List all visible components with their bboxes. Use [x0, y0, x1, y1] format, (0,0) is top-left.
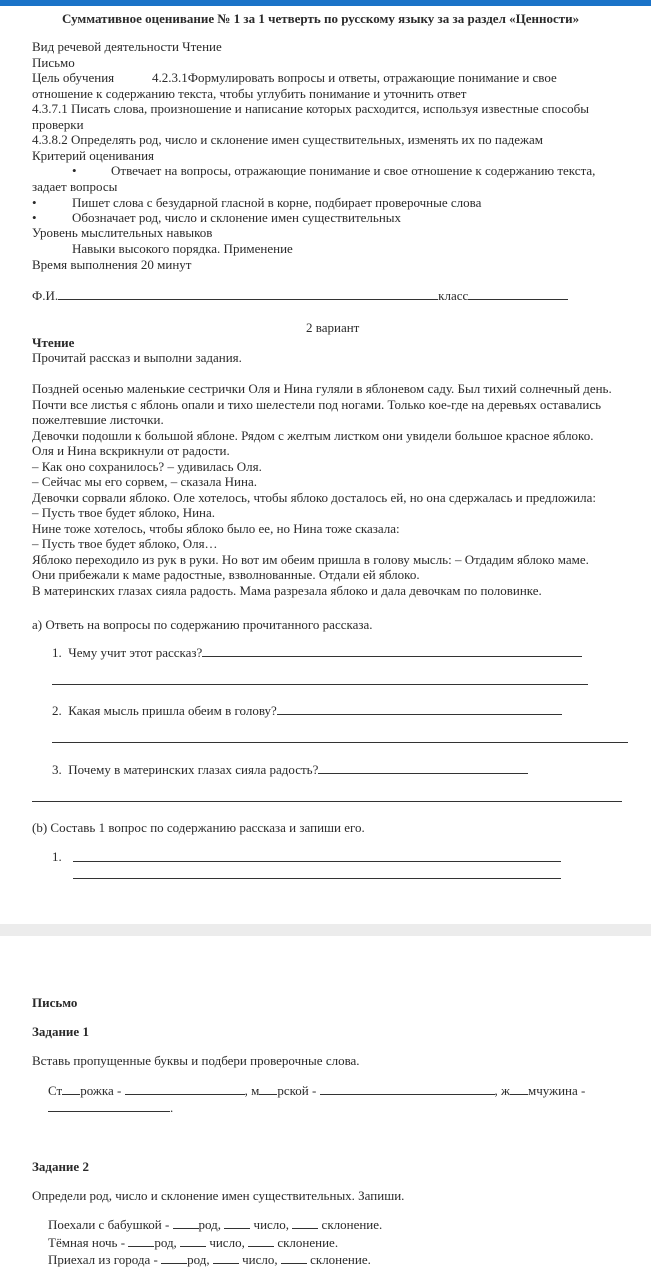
story-line: – Сейчас мы его сорвем, – сказала Нина.	[32, 474, 257, 489]
answer-blank[interactable]	[180, 1235, 206, 1247]
check-word-blank[interactable]	[125, 1083, 245, 1095]
task1-instruction: Вставь пропущенные буквы и подбери проверочные слова.	[32, 1053, 360, 1068]
task2-instruction: Определи род, число и склонение имен существительных. Запиши.	[32, 1188, 405, 1203]
check-word-blank[interactable]	[48, 1100, 170, 1112]
goal-2a: 4.3.7.1 Писать слова, произношение и написание которых расходится, используя известные способы	[32, 101, 590, 116]
word-part: , ж	[494, 1083, 511, 1098]
question-3	[52, 762, 528, 777]
skills-label: Уровень мыслительных навыков	[32, 225, 213, 240]
answer-blank[interactable]	[128, 1235, 154, 1247]
answer-blank[interactable]	[248, 1235, 274, 1247]
class-label: класс	[438, 288, 469, 303]
task2-title: Задание 2	[32, 1159, 89, 1174]
story-line: Яблоко переходило из рук в руки. Но вот им обеим пришла в голову мысль: – Отдадим яблоко маме.	[32, 551, 589, 567]
question-number: 3.	[52, 762, 62, 777]
answer-blank[interactable]	[292, 1217, 318, 1229]
chislo-label: число,	[253, 1217, 290, 1232]
task-b: (b) Составь 1 вопрос по содержанию рассказа и запиши его.	[32, 820, 365, 835]
reading-instruction: Прочитай рассказ и выполни задания.	[32, 350, 242, 365]
story-line: Оля и Нина вскрикнули от радости.	[32, 443, 230, 458]
story-line: – Пусть твое будет яблоко, Нина.	[32, 505, 216, 520]
answer-blank[interactable]	[281, 1252, 307, 1264]
answer-blank[interactable]	[224, 1217, 250, 1229]
answer-blank[interactable]	[161, 1252, 187, 1264]
story-line: Нине тоже хотелось, чтобы яблоко было ее, но Нина тоже сказала:	[32, 520, 400, 536]
answer-blank[interactable]	[173, 1217, 199, 1229]
task1-words	[48, 1083, 585, 1098]
question-number: 2.	[52, 703, 62, 718]
story-line: Почти все листья с яблонь опали и тихо шелестели под ногами. Только кое-где на деревьях оставались	[32, 396, 602, 412]
question-text: Какая мысль пришла обеим в голову?	[68, 703, 277, 718]
task-a: а) Ответь на вопросы по содержанию прочитанного рассказа.	[32, 617, 373, 632]
letter-blank[interactable]	[62, 1083, 80, 1095]
answer-line[interactable]	[202, 645, 582, 657]
question-number: 1.	[52, 645, 62, 660]
writing-heading: Письмо	[32, 995, 78, 1010]
answer-line[interactable]	[73, 878, 561, 879]
letter-blank[interactable]	[259, 1083, 277, 1095]
skills: Навыки высокого порядка. Применение	[72, 241, 293, 256]
reading-heading: Чтение	[32, 335, 75, 350]
document-title: Суммативное оценивание № 1 за 1 четверть по русскому языку за за раздел «Ценности»	[62, 11, 580, 26]
goal-1b: отношение к содержанию текста, чтобы углубить понимание и уточнить ответ	[32, 86, 467, 101]
sklonenie-label: склонение.	[310, 1252, 371, 1267]
story-line: Девочки сорвали яблоко. Оле хотелось, чтобы яблоко досталось ей, но она сдержалась и предложила:	[32, 489, 596, 505]
class-field[interactable]	[468, 288, 568, 300]
answer-line[interactable]	[277, 703, 562, 715]
goal-3: 4.3.8.2 Определять род, число и склонение имен существительных, изменять их по падежам	[32, 132, 544, 147]
phrase: Поехали с бабушкой -	[48, 1217, 170, 1232]
story-line: – Пусть твое будет яблоко, Оля…	[32, 536, 218, 551]
story-line: – Как оно сохранилось? – удивилась Оля.	[32, 458, 262, 474]
story-line: Поздней осенью маленькие сестрички Оля и Нина гуляли в яблоневом саду. Был тихий солнечный день.	[32, 381, 612, 396]
name-label: Ф.И.	[32, 288, 59, 303]
bullet: •	[32, 210, 37, 225]
word-part: рской -	[277, 1083, 317, 1098]
criteria-label: Критерий оценивания	[32, 148, 155, 163]
letter-blank[interactable]	[510, 1083, 528, 1095]
word-part: рожка -	[80, 1083, 122, 1098]
criteria-1a: Отвечает на вопросы, отражающие понимание и свое отношение к содержанию текста,	[111, 163, 596, 178]
question-text: Чему учит этот рассказ?	[68, 645, 203, 660]
criteria-3: Обозначает род, число и склонение имен существительных	[72, 210, 402, 225]
sklonenie-label: склонение.	[277, 1234, 339, 1250]
story-line: В материнских глазах сияла радость. Мама разрезала яблоко и дала девочкам по половинке.	[32, 582, 542, 598]
answer-line[interactable]	[52, 684, 588, 685]
student-fields	[32, 288, 568, 303]
rod-label: род,	[187, 1252, 210, 1267]
bullet: •	[32, 195, 37, 210]
word-part: Ст	[48, 1083, 63, 1098]
question-text: Почему в материнских глазах сияла радость?	[68, 762, 319, 777]
question-1	[52, 645, 582, 660]
chislo-label: число,	[242, 1252, 278, 1267]
word-part: мчужина -	[528, 1083, 586, 1098]
bullet: •	[72, 163, 77, 178]
page-break	[0, 924, 651, 936]
check-word-blank[interactable]	[320, 1083, 495, 1095]
top-bar	[0, 0, 651, 6]
task2-row	[48, 1235, 338, 1250]
task-b-number: 1.	[52, 849, 62, 864]
criteria-1b: задает вопросы	[32, 179, 118, 194]
task1-title: Задание 1	[32, 1024, 89, 1039]
answer-line[interactable]	[52, 742, 628, 743]
sklonenie-label: склонение.	[321, 1217, 383, 1232]
task2-row	[48, 1252, 371, 1267]
phrase: Тёмная ночь -	[48, 1234, 126, 1250]
goal-label: Цель обучения	[32, 70, 115, 85]
activity: Вид речевой деятельности Чтение	[32, 39, 222, 54]
word-part: .	[170, 1100, 174, 1115]
variant: 2 вариант	[306, 320, 360, 335]
answer-blank[interactable]	[213, 1252, 239, 1264]
phrase: Приехал из города -	[48, 1252, 158, 1267]
rod-label: род,	[154, 1234, 177, 1250]
goal-1a: 4.2.3.1Формулировать вопросы и ответы, отражающие понимание и свое	[152, 70, 557, 85]
rod-label: род,	[198, 1217, 222, 1232]
answer-line[interactable]	[73, 861, 561, 862]
question-2	[52, 703, 562, 718]
story-line: Они прибежали к маме радостные, взволнованные. Отдали ей яблоко.	[32, 567, 420, 582]
name-field[interactable]	[58, 288, 438, 300]
answer-line[interactable]	[318, 762, 528, 774]
chislo-label: число,	[209, 1234, 245, 1250]
word-part: , м	[244, 1083, 260, 1098]
goal-2b: проверки	[32, 117, 84, 132]
criteria-2: Пишет слова с безударной гласной в корне, подбирает проверочные слова	[72, 195, 482, 210]
answer-line[interactable]	[32, 801, 622, 802]
time: Время выполнения 20 минут	[32, 257, 192, 272]
activity-2: Письмо	[32, 55, 75, 70]
story-line: Девочки подошли к большой яблоне. Рядом с желтым листком они увидели большое красное яблоко.	[32, 427, 594, 443]
story-line: пожелтевшие листочки.	[32, 412, 164, 427]
task1-words-cont	[48, 1100, 173, 1115]
task2-row	[48, 1217, 382, 1232]
